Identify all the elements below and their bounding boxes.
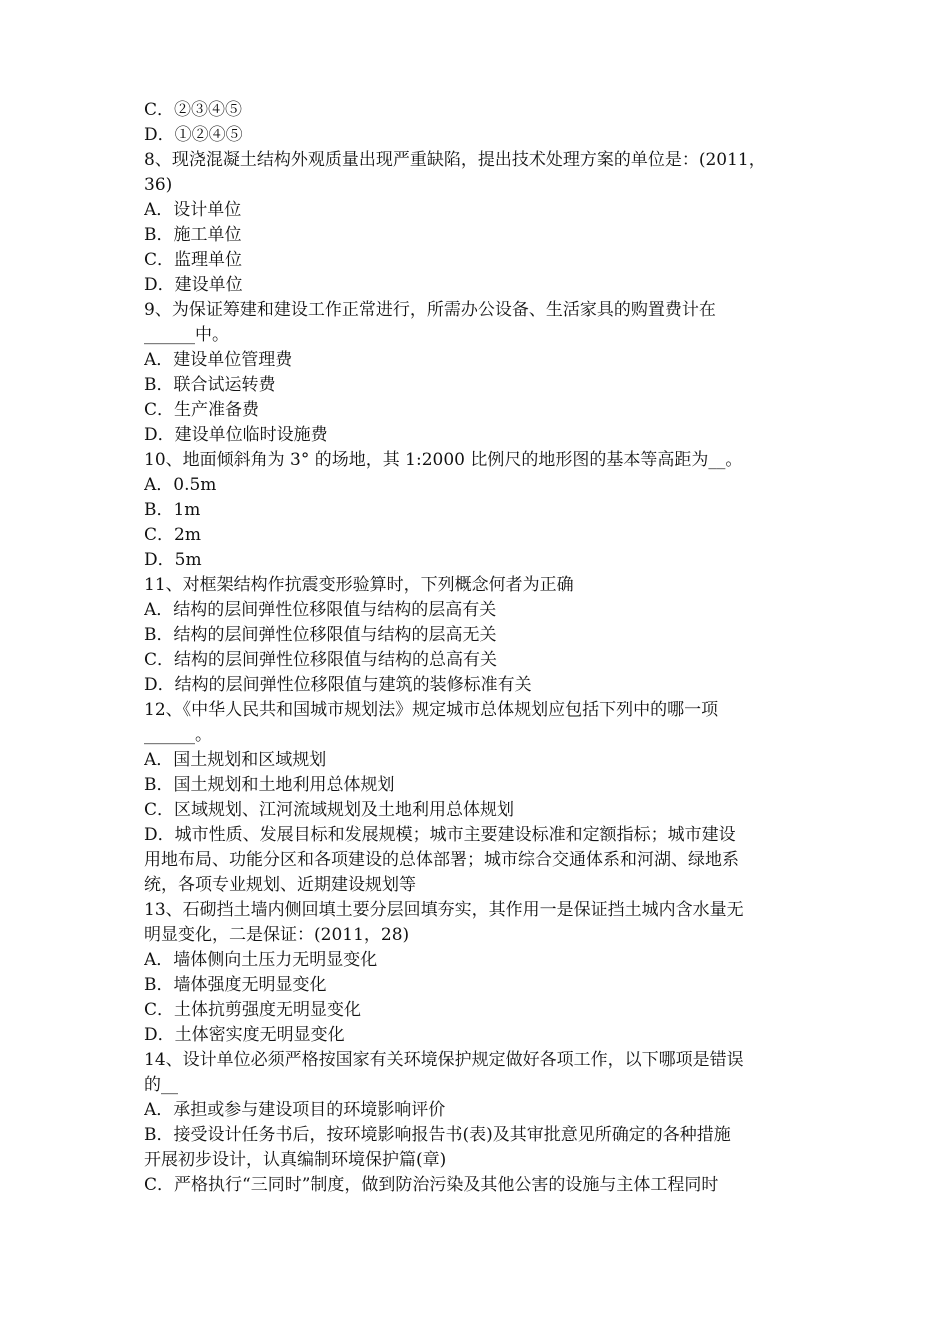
option-line: D．土体密实度无明显变化: [144, 1025, 345, 1045]
question-13-line: 13、石砌挡土墙内侧回填土要分层回填夯实，其作用一是保证挡土城内含水量无: [144, 900, 744, 920]
question-14-line: 14、设计单位必须严格按国家有关环境保护规定做好各项工作，以下哪项是错误: [144, 1050, 744, 1070]
question-9-line: ______中。: [144, 325, 229, 345]
option-line: D．城市性质、发展目标和发展规模；城市主要建设标准和定额指标；城市建设: [144, 825, 736, 845]
question-8-line: 36): [144, 175, 173, 195]
option-line: C．结构的层间弹性位移限值与结构的总高有关: [144, 650, 498, 670]
option-line: B．施工单位: [144, 225, 242, 245]
option-line: C．土体抗剪强度无明显变化: [144, 1000, 362, 1020]
document-page: [144, 98, 816, 1198]
question-10-line: 10、地面倾斜角为 3° 的场地，其 1:2000 比例尺的地形图的基本等高距为__。: [144, 450, 743, 470]
option-line: A．设计单位: [144, 200, 242, 220]
question-12-line: 12、《中华人民共和国城市规划法》规定城市总体规划应包括下列中的哪一项: [144, 700, 719, 720]
option-line: D．结构的层间弹性位移限值与建筑的装修标准有关: [144, 675, 532, 695]
option-line: A．建设单位管理费: [144, 350, 293, 370]
option-line: D．5m: [144, 550, 202, 570]
option-line: A．国土规划和区域规划: [144, 750, 327, 770]
option-line: C．生产准备费: [144, 400, 260, 420]
option-line: A．墙体侧向土压力无明显变化: [144, 950, 378, 970]
question-9-line: 9、为保证筹建和建设工作正常进行，所需办公设备、生活家具的购置费计在: [144, 300, 716, 320]
option-line: D．①②④⑤: [144, 125, 243, 145]
option-line: B．接受设计任务书后，按环境影响报告书(表)及其审批意见所确定的各种措施: [144, 1125, 731, 1145]
option-line: B．国土规划和土地利用总体规划: [144, 775, 395, 795]
option-line: D．建设单位临时设施费: [144, 425, 328, 445]
option-line: C．区域规划、江河流域规划及土地利用总体规划: [144, 800, 515, 820]
option-line: B．墙体强度无明显变化: [144, 975, 327, 995]
question-8-line: 8、现浇混凝土结构外观质量出现严重缺陷，提出技术处理方案的单位是：(2011，: [144, 150, 766, 170]
option-line: 统，各项专业规划、近期建设规划等: [144, 875, 416, 895]
option-line: A．0.5m: [144, 475, 217, 495]
option-line: C．2m: [144, 525, 201, 545]
option-line: 用地布局、功能分区和各项建设的总体部署；城市综合交通体系和河湖、绿地系: [144, 850, 739, 870]
option-line: C．②③④⑤: [144, 100, 243, 120]
option-line: B．1m: [144, 500, 201, 520]
question-13-line: 明显变化，二是保证：(2011，28): [144, 925, 410, 945]
option-line: 开展初步设计，认真编制环境保护篇(章): [144, 1150, 447, 1170]
question-12-line: ______。: [144, 725, 212, 745]
option-line: B．结构的层间弹性位移限值与结构的层高无关: [144, 625, 497, 645]
option-line: B．联合试运转费: [144, 375, 276, 395]
option-line: D．建设单位: [144, 275, 243, 295]
question-11-line: 11、对框架结构作抗震变形验算时，下列概念何者为正确: [144, 575, 574, 595]
option-line: C．监理单位: [144, 250, 243, 270]
option-line: A．承担或参与建设项目的环境影响评价: [144, 1100, 446, 1120]
question-14-line: 的__: [144, 1075, 178, 1095]
option-line: A．结构的层间弹性位移限值与结构的层高有关: [144, 600, 497, 620]
option-line: C．严格执行“三同时”制度，做到防治污染及其他公害的设施与主体工程同时: [144, 1175, 719, 1195]
